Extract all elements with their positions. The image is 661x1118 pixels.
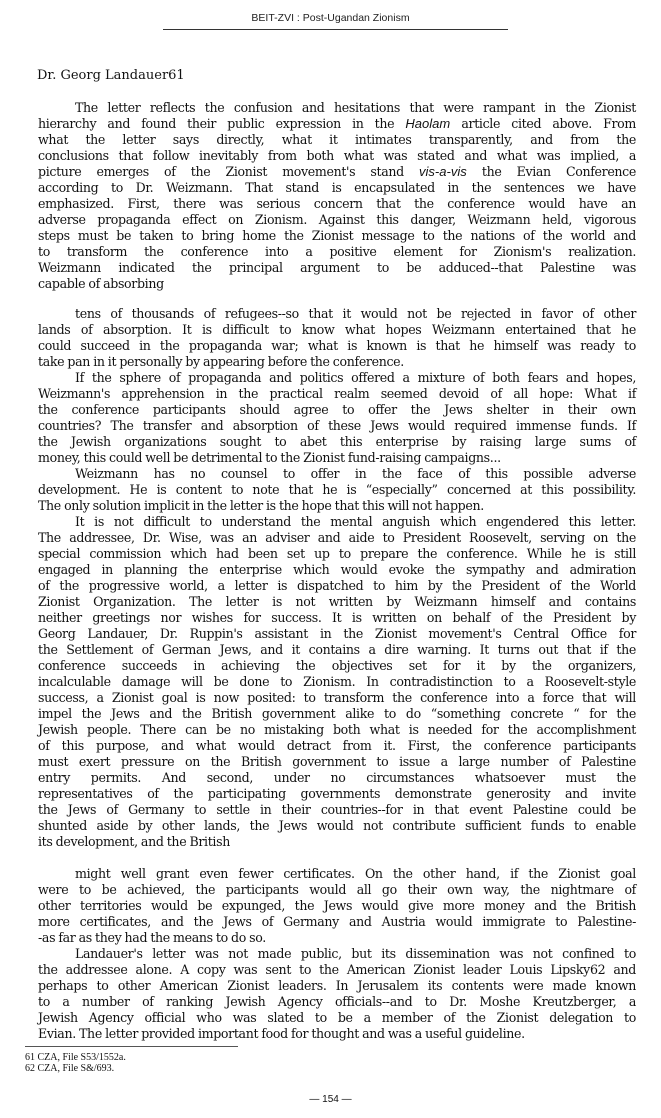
text-line: The addressee, Dr. Wise, was an adviser and aide to President Roosevelt, serving on the — [38, 530, 636, 545]
text-line: perhaps to other American Zionist leaders. In Jerusalem its contents were made known — [38, 978, 636, 993]
text-line: must exert pressure on the British government to issue a large number of Palestine — [38, 754, 636, 769]
header-rule — [163, 29, 508, 30]
emphasis-haolam: Haolam — [405, 116, 451, 131]
text-line: of this purpose, and what would detract from it. First, the conference participants — [38, 738, 636, 753]
text-line: the Settlement of German Jews, and it contains a dire warning. It turns out that if the — [38, 642, 636, 657]
text-line: neither greetings nor wishes for success. It is written on behalf of the President by — [38, 610, 636, 625]
footnote-61: 61 CZA, File S53/1552a. — [25, 1052, 126, 1063]
text-line: shunted aside by other lands, the Jews would not contribute sufficient funds to enable — [38, 818, 636, 833]
text-line: what the letter says directly, what it intimates transparently, and from the — [38, 132, 636, 147]
text-line: to transform the conference into a positive element for Zionism's realization. — [38, 244, 636, 259]
text-line: lands of absorption. It is difficult to know what hopes Weizmann entertained that he — [38, 322, 636, 337]
text-line: engaged in planning the enterprise which would evoke the sympathy and admiration — [38, 562, 636, 577]
text-line: take pan in it personally by appearing before the conference. — [38, 354, 404, 369]
text-line: Landauer's letter was not made public, but its dissemination was not confined to — [75, 946, 636, 961]
text-line: conference succeeds in achieving the objectives set for it by the organizers, — [38, 658, 636, 673]
text-line: Weizmann indicated the principal argument to be adduced--that Palestine was — [38, 260, 636, 275]
text-line: steps must be taken to bring home the Zionist message to the nations of the world and — [38, 228, 636, 243]
text-line: The letter reflects the confusion and hesitations that were rampant in the Zionist — [75, 100, 636, 115]
text-line: adverse propaganda effect on Zionism. Against this danger, Weizmann held, vigorous — [38, 212, 636, 227]
text-line: could succeed in the propaganda war; what is known is that he himself was ready to — [38, 338, 636, 353]
running-title: BEIT-ZVI : Post-Ugandan Zionism — [251, 12, 410, 24]
text-line: -as far as they had the means to do so. — [38, 930, 266, 945]
page-number: — 154 — — [309, 1094, 352, 1105]
text-line: success, a Zionist goal is now posited: to transform the conference into a force that will — [38, 690, 636, 705]
text-line: were to be achieved, the participants would all go their own way, the nightmare of — [38, 882, 636, 897]
text-line: Weizmann's apprehension in the practical realm seemed devoid of all hope: What if — [38, 386, 636, 401]
text-line: money, this could well be detrimental to the Zionist fund-raising campaigns... — [38, 450, 501, 465]
text-line: to a number of ranking Jewish Agency officials--and to Dr. Moshe Kreutzberger, a — [38, 994, 636, 1009]
text-line: according to Dr. Weizmann. That stand is encapsulated in the sentences we have — [38, 180, 636, 195]
text-line: more certificates, and the Jews of Germany and Austria would immigrate to Palestine- — [38, 914, 636, 929]
text-line: conclusions that follow inevitably from both what was stated and what was implied, a — [38, 148, 636, 163]
text-line: Jewish people. There can be no mistaking both what is needed for the accomplishment — [38, 722, 636, 737]
text-line: hierarchy and found their public expression in the Haolam article cited above. From — [38, 116, 636, 131]
footnote-62: 62 CZA, File S&/693. — [25, 1063, 115, 1074]
text-line: emphasized. First, there was serious concern that the conference would have an — [38, 196, 636, 211]
section-title: Dr. Georg Landauer61 — [37, 68, 185, 83]
text-line: Evian. The letter provided important food for thought and was a useful guideline. — [38, 1026, 525, 1041]
text-line: Zionist Organization. The letter is not written by Weizmann himself and contains — [38, 594, 636, 609]
text-line: the addressee alone. A copy was sent to the American Zionist leader Louis Lipsky62 and — [38, 962, 636, 977]
text-line: other territories would be expunged, the Jews would give more money and the British — [38, 898, 636, 913]
text-line: its development, and the British — [38, 834, 230, 849]
text-line: picture emerges of the Zionist movement's stand vis-a-vis the Evian Conference — [38, 164, 636, 179]
text-line: It is not difficult to understand the mental anguish which engendered this letter. — [75, 514, 636, 529]
text-line: If the sphere of propaganda and politics offered a mixture of both fears and hopes, — [75, 370, 636, 385]
emphasis-vis-a-vis: vis-a-vis — [419, 164, 467, 179]
text-line: impel the Jews and the British government alike to do “something concrete “ for the — [38, 706, 636, 721]
text-line: Weizmann has no counsel to offer in the face of this possible adverse — [75, 466, 636, 481]
text-line: capable of absorbing — [38, 276, 164, 291]
text-line: the Jewish organizations sought to abet this enterprise by raising large sums of — [38, 434, 636, 449]
text-line: special commission which had been set up to prepare the conference. While he is still — [38, 546, 636, 561]
text-line: incalculable damage will be done to Zionism. In contradistinction to a Roosevelt-style — [38, 674, 636, 689]
footnote-rule — [25, 1046, 238, 1047]
text-line: entry permits. And second, under no circumstances whatsoever must the — [38, 770, 636, 785]
footnotes — [25, 1052, 126, 1074]
text-line: the conference participants should agree to offer the Jews shelter in their own — [38, 402, 636, 417]
text-line: the Jews of Germany to settle in their countries--for in that event Palestine could be — [38, 802, 636, 817]
text-line: development. He is content to note that he is “especially” concerned at this possibility. — [38, 482, 636, 497]
text-line: Jewish Agency official who was slated to be a member of the Zionist delegation to — [38, 1010, 636, 1025]
text-line: of the progressive world, a letter is dispatched to him by the President of the World — [38, 578, 636, 593]
text-line: Georg Landauer, Dr. Ruppin's assistant in the Zionist movement's Central Office for — [38, 626, 636, 641]
text-line: representatives of the participating governments demonstrate generosity and invite — [38, 786, 636, 801]
text-line: countries? The transfer and absorption of these Jews would required immense funds. If — [38, 418, 636, 433]
text-line: might well grant even fewer certificates. On the other hand, if the Zionist goal — [75, 866, 636, 881]
text-line: tens of thousands of refugees--so that it would not be rejected in favor of other — [75, 306, 636, 321]
text-line: The only solution implicit in the letter is the hope that this will not happen. — [38, 498, 484, 513]
